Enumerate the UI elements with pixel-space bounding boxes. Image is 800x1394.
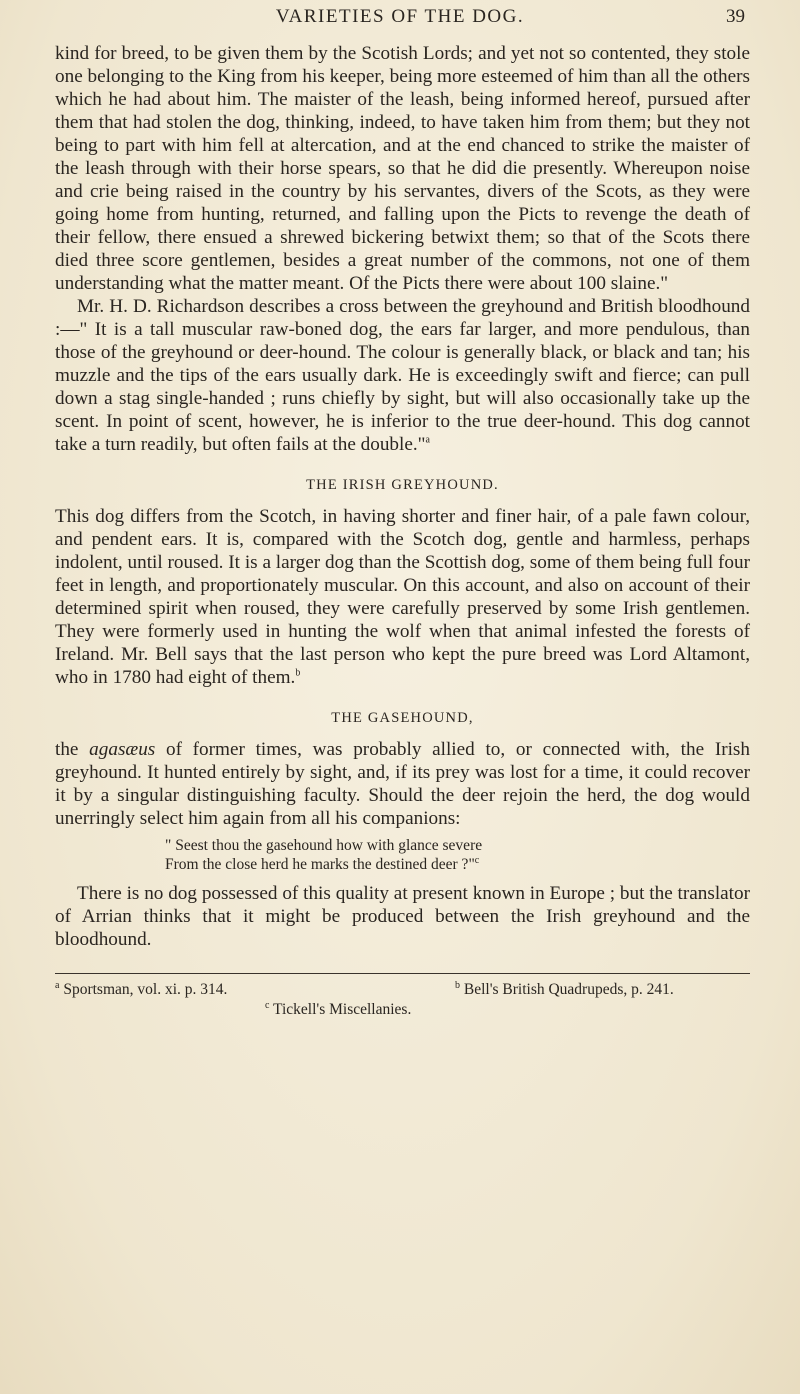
verse-line-2-wrap xyxy=(165,855,750,874)
footnote-ref-a: a xyxy=(425,434,430,446)
footnote-a-mark: a xyxy=(55,979,60,991)
page-header xyxy=(0,6,800,36)
footnote-row-2 xyxy=(55,1000,750,1020)
footnote-a-text: Sportsman, vol. xi. p. 314. xyxy=(59,981,228,998)
paragraph-richardson-text: Mr. H. D. Richardson describes a cross between the greyhound and British bloodhound :—" It is a tall muscular raw-boned dog, the ears far larger, and more pendulous, than those of the greyhound or deer-hound. The colour is generally black, or black and tan; his muzzle and the tips of the ears usually dark. He is exceedingly swift and fierce; can pull down a stag single-handed ; runs chiefly by sight, but will also occasionally take up the scent. In point of scent, however, he is inferior to the true deer-hound. This dog cannot take a turn readily, but often fails at the double." xyxy=(55,296,750,455)
paragraph-irish-greyhound xyxy=(55,505,750,689)
verse-line-1: " Seest thou the gasehound how with glance severe xyxy=(165,837,483,854)
footnote-c-text: Tickell's Miscellanies. xyxy=(269,1001,412,1018)
paragraph-continued: kind for breed, to be given them by the Scotish Lords; and yet not so contented, they stole one belonging to the King from his keeper, being more esteemed of him than all the others which he had about him. The maister of the leash, being informed hereof, pursued after them that had stolen the dog, thinking, indeed, to have taken him from them; but they not being to part with him fell at altercation, and at the end chanced to strike the maister of the leash through with their horse spears, so that he did die presently. Whereupon noise and crie being raised in the country by his servantes, divers of the Scots, as they were going home from hunting, returned, and falling upon the Picts to revenge the death of their fellow, there ensued a shrewed bickering betwixt them; so that of the Scots there died three score gentlemen, besides a great number of the commons, not one of them understanding what the matter meant. Of the Picts there were about 100 slaine." xyxy=(55,43,750,294)
footnote-row-1 xyxy=(55,980,750,1000)
paragraph-gasehound-text: of former times, was probably allied to, or connected with, the Irish greyhound. It hunted entirely by sight, and, if its prey was lost for a time, it could recover it by a singular distinguishing faculty. Should the deer rejoin the herd, the dog would unerringly select him again from all his companions: xyxy=(55,739,750,829)
footnote-b-mark: b xyxy=(455,979,460,991)
footnote-a xyxy=(55,980,227,999)
footnote-c xyxy=(265,1000,411,1019)
footnote-divider xyxy=(55,973,750,974)
paragraph-irish-greyhound-text: This dog differs from the Scotch, in having shorter and finer hair, of a pale fawn colour, and pendent ears. It is, compared with the Scotch dog, gentle and harmless, perhaps indolent, until roused. It is a larger dog than the Scottish dog, some of them being full four feet in length, and proportionately muscular. On this account, and also on account of their determined spirit when roused, they were carefully preserved by some Irish gentlemen. They were formerly used in hunting the wolf when that animal infested the forests of Ireland. Mr. Bell says that the last person who kept the pure breed was Lord Altamont, who in 1780 had eight of them. xyxy=(55,506,750,688)
paragraph-gasehound-pre: the xyxy=(55,739,90,760)
page-body xyxy=(55,42,750,1020)
verse-line-2: From the close herd he marks the destined deer ?" xyxy=(165,856,475,873)
paragraph-gasehound xyxy=(55,738,750,830)
footnote-c-mark: c xyxy=(265,999,270,1011)
paragraph-closing: There is no dog possessed of this quality at present known in Europe ; but the translator of Arrian thinks that it might be produced between the Irish greyhound and the bloodhound. xyxy=(55,883,750,950)
section-heading-irish-greyhound: THE IRISH GREYHOUND. xyxy=(306,477,499,493)
footnote-ref-c: c xyxy=(474,854,480,866)
section-heading-gasehound: THE GASEHOUND, xyxy=(331,710,474,726)
running-title: VARIETIES OF THE DOG. xyxy=(275,6,525,27)
footnote-b xyxy=(455,980,674,999)
footnote-ref-b: b xyxy=(295,667,301,679)
page-number: 39 xyxy=(726,6,745,27)
footnote-b-text: Bell's British Quadrupeds, p. 241. xyxy=(460,981,674,998)
latin-term: agasæus xyxy=(89,739,156,760)
verse-quotation xyxy=(165,836,750,874)
paragraph-richardson xyxy=(55,295,750,456)
